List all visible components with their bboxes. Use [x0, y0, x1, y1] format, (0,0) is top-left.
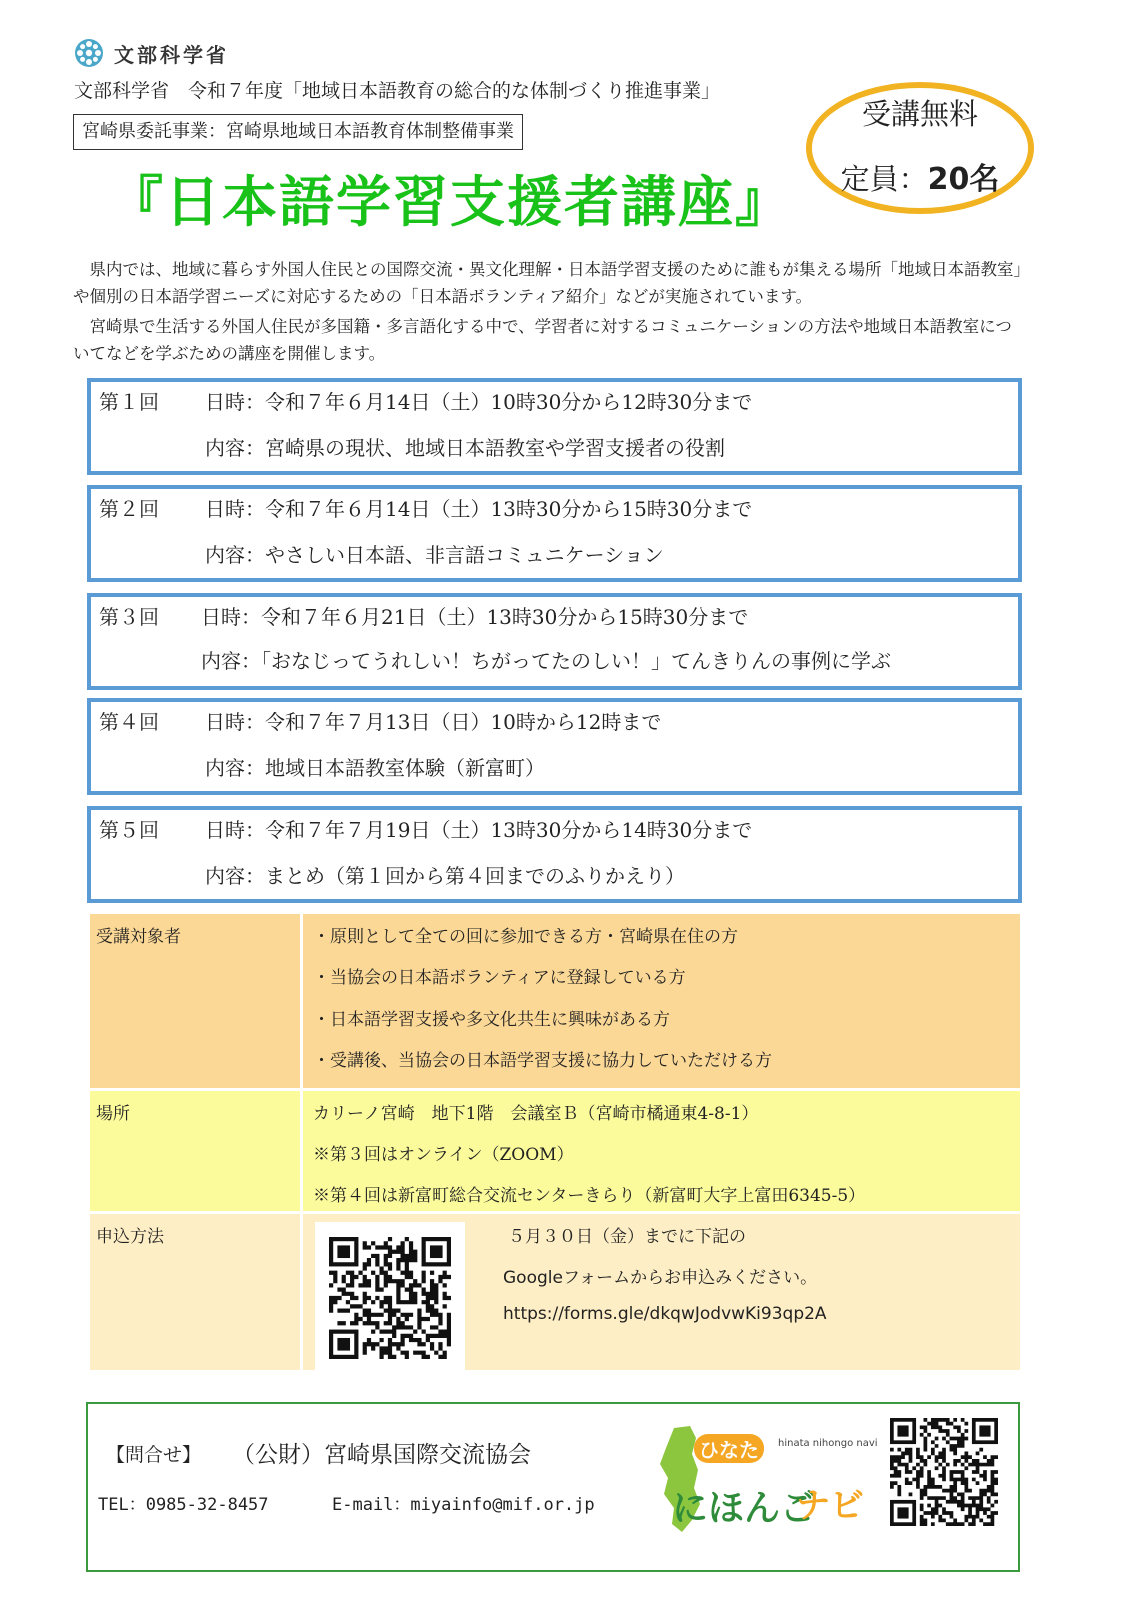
session-number: 第４回: [99, 710, 159, 734]
page-title: 『日本語学習支援者講座』: [108, 170, 793, 234]
session-content: 内容：まとめ（第１回から第４回までのふりかえり）: [205, 864, 685, 888]
session-content: 内容：宮崎県の現状、地域日本語教室や学習支援者の役割: [205, 436, 725, 460]
apply-url-link[interactable]: https://forms.gle/dkqwJodvwKi93qp2A: [503, 1304, 827, 1324]
place-item: カリーノ宮崎 地下1階 会議室Ｂ（宮崎市橘通東4-8-1）: [313, 1104, 759, 1124]
session-datetime: 日時：令和７年７月19日（土）13時30分から14時30分まで: [205, 818, 753, 842]
target-label-cell: [90, 914, 300, 1088]
contact-phone[interactable]: TEL：0985-32-8457: [98, 1495, 269, 1515]
program-header: 文部科学省 令和７年度「地域日本語教育の総合的な体制づくり推進事業」: [74, 80, 721, 102]
ministry-logo-text: 文部科学省: [114, 42, 229, 67]
target-item: ・当協会の日本語ボランティアに登録している方: [313, 968, 686, 988]
session-datetime: 日時：令和７年７月13日（日）10時から12時まで: [205, 710, 662, 734]
target-item: ・日本語学習支援や多文化共生に興味がある方: [313, 1010, 670, 1030]
capacity-label: [806, 154, 1034, 198]
capacity-value: 20名: [927, 162, 1000, 197]
capacity-prefix: 定員：: [840, 162, 928, 196]
free-label: 受講無料: [861, 97, 978, 131]
apply-value-cell: [303, 1214, 1020, 1370]
ministry-logo: [74, 36, 229, 70]
session-datetime: 日時：令和７年６月21日（土）13時30分から15時30分まで: [201, 605, 749, 629]
apply-label-cell: [90, 1214, 300, 1370]
contact-box: [86, 1402, 1020, 1572]
contact-organization: （公財）宮崎県国際交流協会: [232, 1442, 531, 1468]
target-item: ・受講後、当協会の日本語学習支援に協力していただける方: [313, 1051, 772, 1071]
contact-qr-code-icon[interactable]: [890, 1418, 998, 1526]
application-qr-code[interactable]: [315, 1222, 465, 1374]
qr-code-icon[interactable]: [329, 1237, 451, 1359]
session-content: 内容：地域日本語教室体験（新富町）: [205, 756, 545, 780]
session-3: [87, 593, 1022, 690]
session-datetime: 日時：令和７年６月14日（土）13時30分から15時30分まで: [205, 497, 753, 521]
session-number: 第１回: [99, 390, 159, 414]
mext-emblem-icon: [74, 38, 104, 68]
session-content: 内容：やさしい日本語、非言語コミュニケーション: [205, 543, 664, 567]
place-label: 場所: [96, 1104, 130, 1124]
apply-deadline: ５月３０日（金）までに下記の: [508, 1227, 746, 1247]
navi-logo-romaji: hinata nihongo navi: [778, 1438, 878, 1449]
intro-text-2: [73, 313, 1028, 367]
hinata-nihongo-navi-logo: [654, 1416, 878, 1562]
session-1: [87, 378, 1022, 475]
place-label-cell: [90, 1091, 300, 1211]
target-value-cell: [303, 914, 1020, 1088]
target-label: 受講対象者: [96, 927, 181, 947]
navi-logo-small: ひなた: [694, 1434, 764, 1463]
session-content: 内容：「おなじってうれしい！ちがってたのしい！」てんきりんの事例に学ぶ: [201, 649, 891, 673]
contact-label: 【問合せ】: [106, 1444, 202, 1466]
navi-logo-main: にほんご: [672, 1488, 817, 1529]
target-item: ・原則として全ての回に参加できる方・宮崎県在住の方: [313, 927, 738, 947]
session-number: 第５回: [99, 818, 159, 842]
apply-label: 申込方法: [96, 1227, 164, 1247]
place-item: ※第４回は新富町総合交流センターきらり（新富町大字上富田6345-5）: [313, 1186, 866, 1206]
place-item: ※第３回はオンライン（ZOOM）: [313, 1145, 574, 1165]
place-value-cell: [303, 1091, 1020, 1211]
intro-text: [73, 256, 1028, 310]
apply-row: [90, 1214, 1020, 1370]
target-row: [90, 914, 1020, 1088]
session-number: 第２回: [99, 497, 159, 521]
intro-paragraph-1: 県内では、地域に暮らす外国人住民との国際交流・異文化理解・日本語学習支援のために誰もが集える場所「地域日本語教室」や個別の日本語学習ニーズに対応するための「日本語ボランティア紹介」などが実施されています。: [73, 260, 1022, 306]
session-4: [87, 698, 1022, 795]
session-number: 第３回: [99, 605, 159, 629]
session-5: [87, 806, 1022, 903]
place-row: [90, 1091, 1020, 1211]
apply-instruction: Googleフォームからお申込みください。: [503, 1268, 818, 1288]
intro-paragraph-2: 宮崎県で生活する外国人住民が多国籍・多言語化する中で、学習者に対するコミュニケーションの方法や地域日本語教室についてなどを学ぶための講座を開催します。: [73, 317, 1012, 363]
navi-logo-navi: ナビ: [796, 1486, 864, 1526]
session-2: [87, 485, 1022, 582]
entrust-label: 宮崎県委託事業：宮崎県地域日本語教育体制整備事業: [73, 114, 523, 150]
contact-email[interactable]: E-mail：miyainfo@mif.or.jp: [332, 1495, 595, 1515]
session-datetime: 日時：令和７年６月14日（土）10時30分から12時30分まで: [205, 390, 753, 414]
